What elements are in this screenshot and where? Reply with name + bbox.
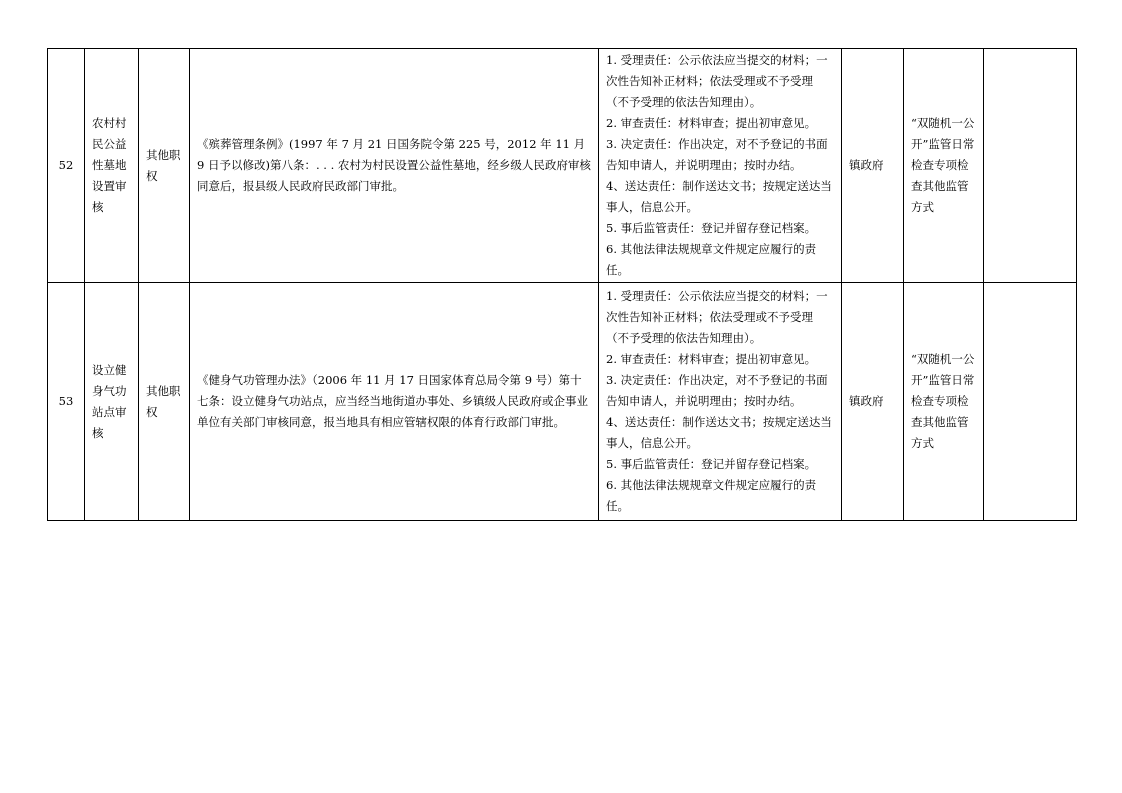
responsibility-item: 5. 事后监管责任：登记并留存登记档案。 [606,457,817,471]
responsibility-item: 2. 审查责任：材料审查；提出初审意见。 [606,352,817,366]
row-number: 52 [48,49,85,283]
legal-basis: 《健身气功管理办法》（2006 年 11 月 17 日国家体育总局令第 9 号）第十七条：设立健身气功站点，应当经当地街道办事处、乡镇级人民政府或企事业单位有关部门审核同意，报当地具有相应管辖权限的体育行政部门审批。 [190,283,599,521]
item-name: 农村村民公益性墓地设置审核 [85,49,139,283]
responsibility-item: 6. 其他法律法规规章文件规定应履行的责任。 [606,242,817,277]
item-category: 其他职权 [139,49,190,283]
responsibility-item: 6. 其他法律法规规章文件规定应履行的责任。 [606,478,817,513]
authority-table [47,48,1077,521]
item-category: 其他职权 [139,283,190,521]
item-name: 设立健身气功站点审核 [85,283,139,521]
table-row [48,49,1077,283]
table-row [48,283,1077,521]
responsibility-item: 3. 决定责任：作出决定，对不予登记的书面告知申请人，并说明理由；按时办结。 [606,137,828,172]
responsible-subject: 镇政府 [842,49,904,283]
remark-cell [984,49,1077,283]
legal-basis: 《殡葬管理条例》(1997 年 7 月 21 日国务院令第 225 号，2012 年 11 月 9 日予以修改)第八条：. . . 农村为村民设置公益性墓地，经乡级人民政府审核同意后，报县级人民政府民政部门审批。 [190,49,599,283]
responsibility-item: 4、送达责任：制作送达文书；按规定送达当事人，信息公开。 [606,415,832,450]
supervision-method: “双随机一公开”监管日常检查专项检查其他监管方式 [904,49,984,283]
responsibility-item: 4、送达责任：制作送达文书；按规定送达当事人，信息公开。 [606,179,832,214]
row-number: 53 [48,283,85,521]
responsible-subject: 镇政府 [842,283,904,521]
supervision-method: “双随机一公开”监管日常检查专项检查其他监管方式 [904,283,984,521]
responsibility-item: 5. 事后监管责任：登记并留存登记档案。 [606,221,817,235]
responsibility-list [599,283,842,521]
responsibility-item: 1. 受理责任：公示依法应当提交的材料；一次性告知补正材料；依法受理或不予受理（不予受理的依法告知理由）。 [606,53,828,109]
responsibility-item: 1. 受理责任：公示依法应当提交的材料；一次性告知补正材料；依法受理或不予受理（不予受理的依法告知理由）。 [606,289,828,345]
remark-cell [984,283,1077,521]
responsibility-list [599,49,842,283]
responsibility-item: 2. 审查责任：材料审查；提出初审意见。 [606,116,817,130]
responsibility-item: 3. 决定责任：作出决定，对不予登记的书面告知申请人，并说明理由；按时办结。 [606,373,828,408]
